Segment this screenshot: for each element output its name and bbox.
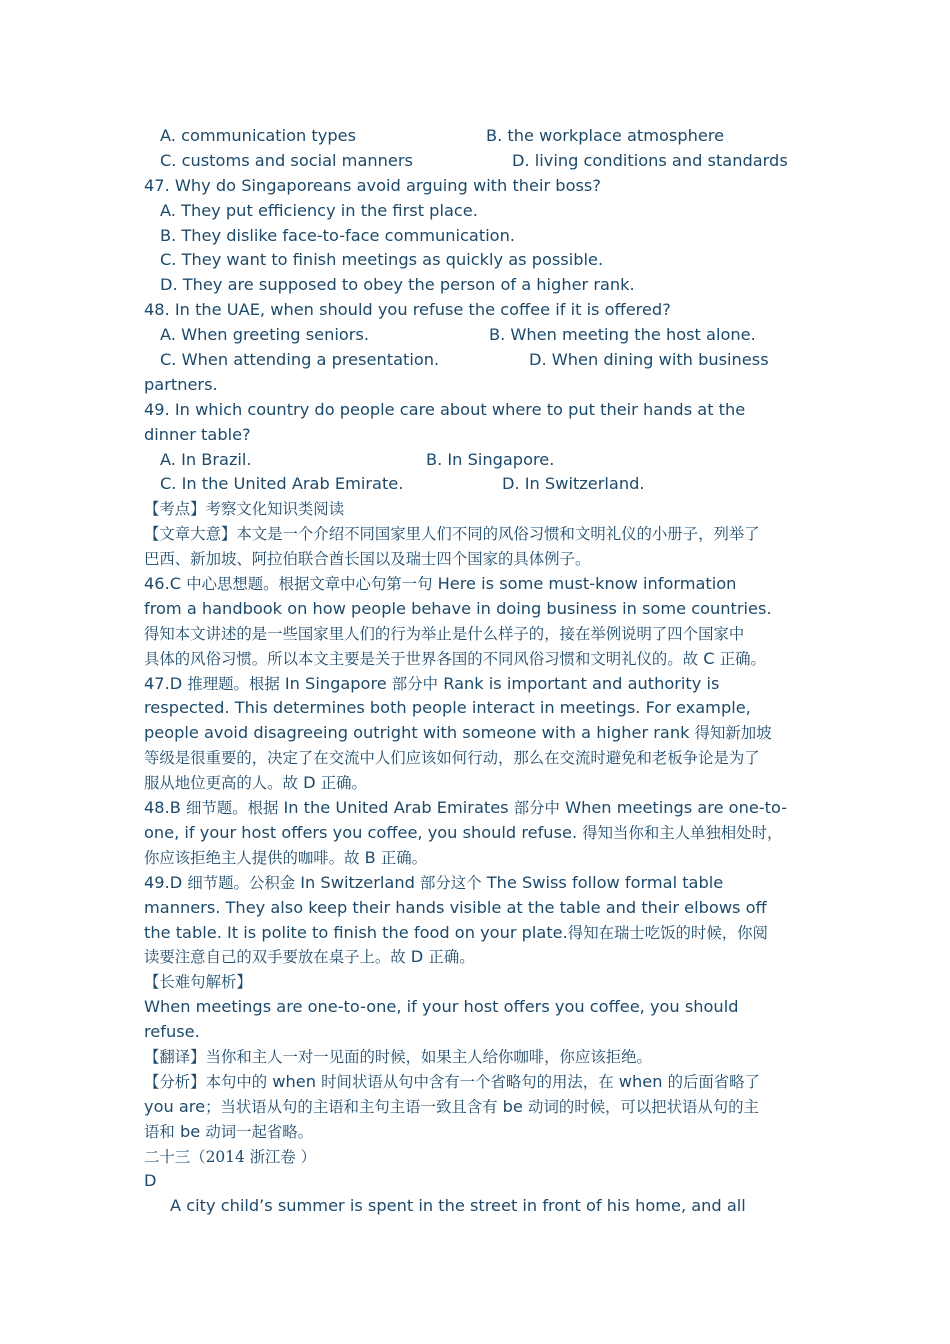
answer-46-line-1: 46.C 中心思想题。根据文章中心句第一句 Here is some must-know information (144, 574, 737, 594)
answer-49-line-1: 49.D 细节题。公积金 In Switzerland 部分这个 The Swiss follow formal table (144, 872, 724, 892)
answer-47-line-5: 服从地位更高的人。故 D 正确。 (144, 773, 367, 793)
q47-stem: 47. Why do Singaporeans avoid arguing with their boss? (144, 175, 601, 195)
answer-49-line-3: the table. It is polite to finish the food on your plate.得知在瑞士吃饭的时候，你阅 (144, 922, 768, 942)
q46-option-a: A. communication types (160, 126, 357, 145)
q49-option-d: D. In Switzerland. (502, 474, 645, 494)
answer-46-line-3: 得知本文讲述的是一些国家里人们的行为举止是什么样子的，接在举例说明了四个国家中 (144, 624, 745, 643)
answer-49-number: 49.D (144, 872, 188, 892)
answer-48-line-2: one, if your host offers you coffee, you should refuse. 得知当你和主人单独相处时， (144, 822, 783, 842)
answer-48-line-1: 48.B 细节题。根据 In the United Arab Emirates 部分中 When meetings are one-to- (144, 798, 788, 818)
q49-option-a: A. In Brazil. (160, 449, 252, 469)
q46-options-row-1 (144, 124, 814, 149)
summary-line-1: 【文章大意】本文是一个介绍不同国家里人们不同的风俗习惯和文明礼仪的小册子，列举了 (144, 525, 760, 544)
q48-option-a: A. When greeting seniors. (160, 325, 370, 345)
q48-options-row-2 (144, 348, 814, 373)
q48-options-row-1 (144, 323, 814, 348)
q49-option-c: C. In the United Arab Emirate. (160, 474, 404, 494)
long-sentence-line-2: refuse. (144, 1022, 200, 1042)
answer-47-line-3: people avoid disagreeing outright with someone with a higher rank 得知新加坡 (144, 723, 772, 743)
long-sentence-line-1: When meetings are one-to-one, if your host offers you coffee, you should (144, 997, 739, 1017)
section-title: 二十三（2014 浙江卷 ） (144, 1147, 317, 1166)
answer-47-number: 47.D (144, 673, 188, 693)
analysis-line-3: 语和 be 动词一起省略。 (144, 1121, 314, 1141)
q49-options-row-2 (144, 472, 814, 497)
q49-stem-line-1: 49. In which country do people care about where to put their hands at the (144, 399, 746, 419)
q48-stem: 48. In the UAE, when should you refuse the coffee if it is offered? (144, 300, 671, 320)
answer-48-line-3: 你应该拒绝主人提供的咖啡。故 B 正确。 (144, 847, 428, 867)
summary-line-2: 巴西、新加坡、阿拉伯联合酋长国以及瑞士四个国家的具体例子。 (144, 550, 591, 569)
passage-first-line: A city child’s summer is spent in the street in front of his home, and all (170, 1196, 746, 1216)
q48-option-b: B. When meeting the host alone. (489, 325, 756, 345)
q48-option-d: D. When dining with business (529, 350, 769, 370)
answer-48-number: 48.B (144, 798, 186, 818)
answer-46-line-2: from a handbook on how people behave in doing business in some countries. (144, 598, 772, 618)
q47-option-d: D. They are supposed to obey the person of a higher rank. (160, 275, 635, 295)
q48-option-d-continued: partners. (144, 374, 218, 394)
long-sentence-heading: 【长难句解析】 (144, 973, 252, 992)
q47-option-c: C. They want to finish meetings as quickly as possible. (160, 250, 604, 270)
q46-option-d: D. living conditions and standards (512, 150, 788, 170)
answer-47-line-2: respected. This determines both people interact in meetings. For example, (144, 698, 751, 718)
kaodian-heading: 【考点】考察文化知识类阅读 (144, 500, 345, 519)
section-letter: D (144, 1171, 157, 1191)
answer-47-line-4: 等级是很重要的，决定了在交流中人们应该如何行动，那么在交流时避免和老板争论是为了 (144, 749, 760, 768)
answer-47-line-1: 47.D 推理题。根据 In Singapore 部分中 Rank is important and authority is (144, 673, 720, 693)
q49-options-row-1 (144, 448, 814, 473)
analysis-line-1: 【分析】本句中的 when 时间状语从句中含有一个省略句的用法，在 when 的后面省略了 (144, 1071, 760, 1091)
q46-option-c: C. customs and social manners (160, 150, 413, 170)
q49-stem-line-2: dinner table? (144, 424, 251, 444)
translation-line: 【翻译】当你和主人一对一见面的时候，如果主人给你咖啡，你应该拒绝。 (144, 1047, 652, 1066)
analysis-line-2: you are；当状语从句的主语和主句主语一致且含有 be 动词的时候，可以把状语从句的主 (144, 1096, 759, 1116)
q46-option-b: B. the workplace atmosphere (486, 126, 725, 145)
answer-46-line-4: 具体的风俗习惯。所以本文主要是关于世界各国的不同风俗习惯和文明礼仪的。故 C 正确。 (144, 648, 766, 668)
answer-49-line-2: manners. They also keep their hands visible at the table and their elbows off (144, 897, 767, 917)
q47-option-b: B. They dislike face-to-face communication. (160, 225, 515, 245)
answer-46-number: 46.C (144, 574, 187, 594)
q48-option-c: C. When attending a presentation. (160, 350, 440, 370)
q46-options-row-2 (144, 149, 814, 174)
q49-option-b: B. In Singapore. (426, 449, 555, 469)
answer-49-line-4: 读要注意自己的双手要放在桌子上。故 D 正确。 (144, 947, 475, 967)
document-page (144, 124, 814, 1219)
q47-option-a: A. They put efficiency in the first place. (160, 200, 478, 220)
